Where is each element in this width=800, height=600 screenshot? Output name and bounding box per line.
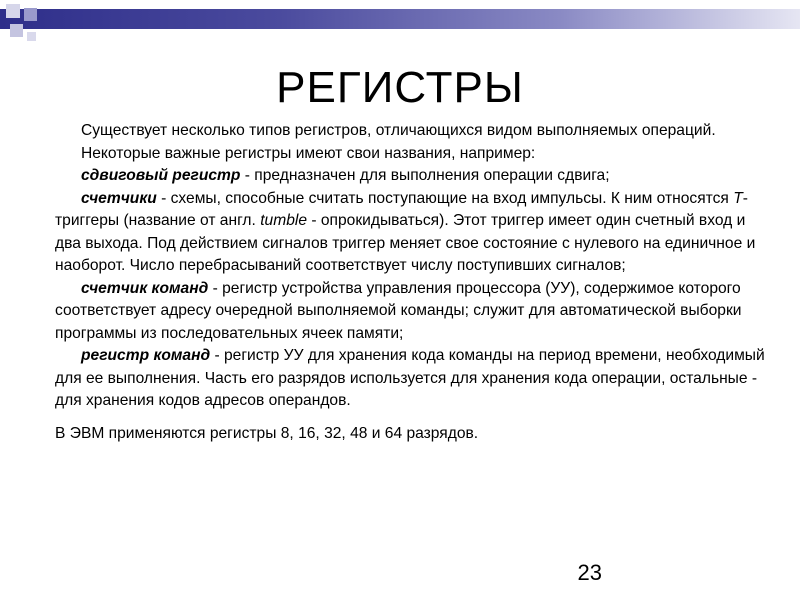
paragraph-counters <box>55 188 775 278</box>
desc-instruction-register: - регистр УУ для хранения кода команды на период времени, необходимый для ее выполнения. Часть его разрядов используется для хранения кода операции, остальные - для хранения кодов адресов операндов. <box>55 347 765 409</box>
paragraph-shift-register <box>55 165 775 188</box>
term-program-counter: счетчик команд <box>81 279 209 297</box>
slide-title: РЕГИСТРЫ <box>276 63 524 112</box>
decorative-square <box>6 4 20 18</box>
paragraph-intro: Существует несколько типов регистров, отличающихся видом выполняемых операций. <box>81 122 716 139</box>
word-tumble: tumble <box>260 212 308 229</box>
paragraph-instruction-register <box>55 345 775 413</box>
desc-counters-b: -триггеры (название от англ. <box>55 189 748 229</box>
paragraph-register-sizes: В ЭВМ применяются регистры 8, 16, 32, 48 и 64 разрядов. <box>55 424 479 442</box>
page-number: 23 <box>577 560 602 585</box>
desc-counters-c: - опрокидываться). Этот триггер имеет один счетный вход и два выхода. Под действием сигналов триггер меняет свое состояние с нулевого на единичное и наоборот. Число перебрасываний соответствует числу поступивших сигналов; <box>55 212 756 274</box>
decorative-square <box>10 24 23 37</box>
header-gradient-bar <box>0 9 800 29</box>
decorative-square <box>27 32 36 41</box>
term-counters: счетчики <box>81 189 157 207</box>
term-instruction-register: регистр команд <box>81 347 211 364</box>
paragraph-names: Некоторые важные регистры имеют свои названия, например: <box>81 144 536 162</box>
t-letter: Т <box>733 189 743 207</box>
decorative-square <box>24 8 37 21</box>
desc-program-counter: - регистр устройства управления процессора (УУ), содержимое которого соответствует адресу очередной выполняемой команды; служит для автоматической выборки программы из последовательных ячеек памяти; <box>55 279 742 342</box>
term-shift-register: сдвиговый регистр <box>81 167 241 184</box>
desc-shift-register: - предназначен для выполнения операции сдвига; <box>240 167 610 184</box>
paragraph-program-counter <box>55 278 775 346</box>
slide-body <box>55 120 775 445</box>
desc-counters-a: - схемы, способные считать поступающие на вход импульсы. К ним относятся <box>156 189 734 207</box>
